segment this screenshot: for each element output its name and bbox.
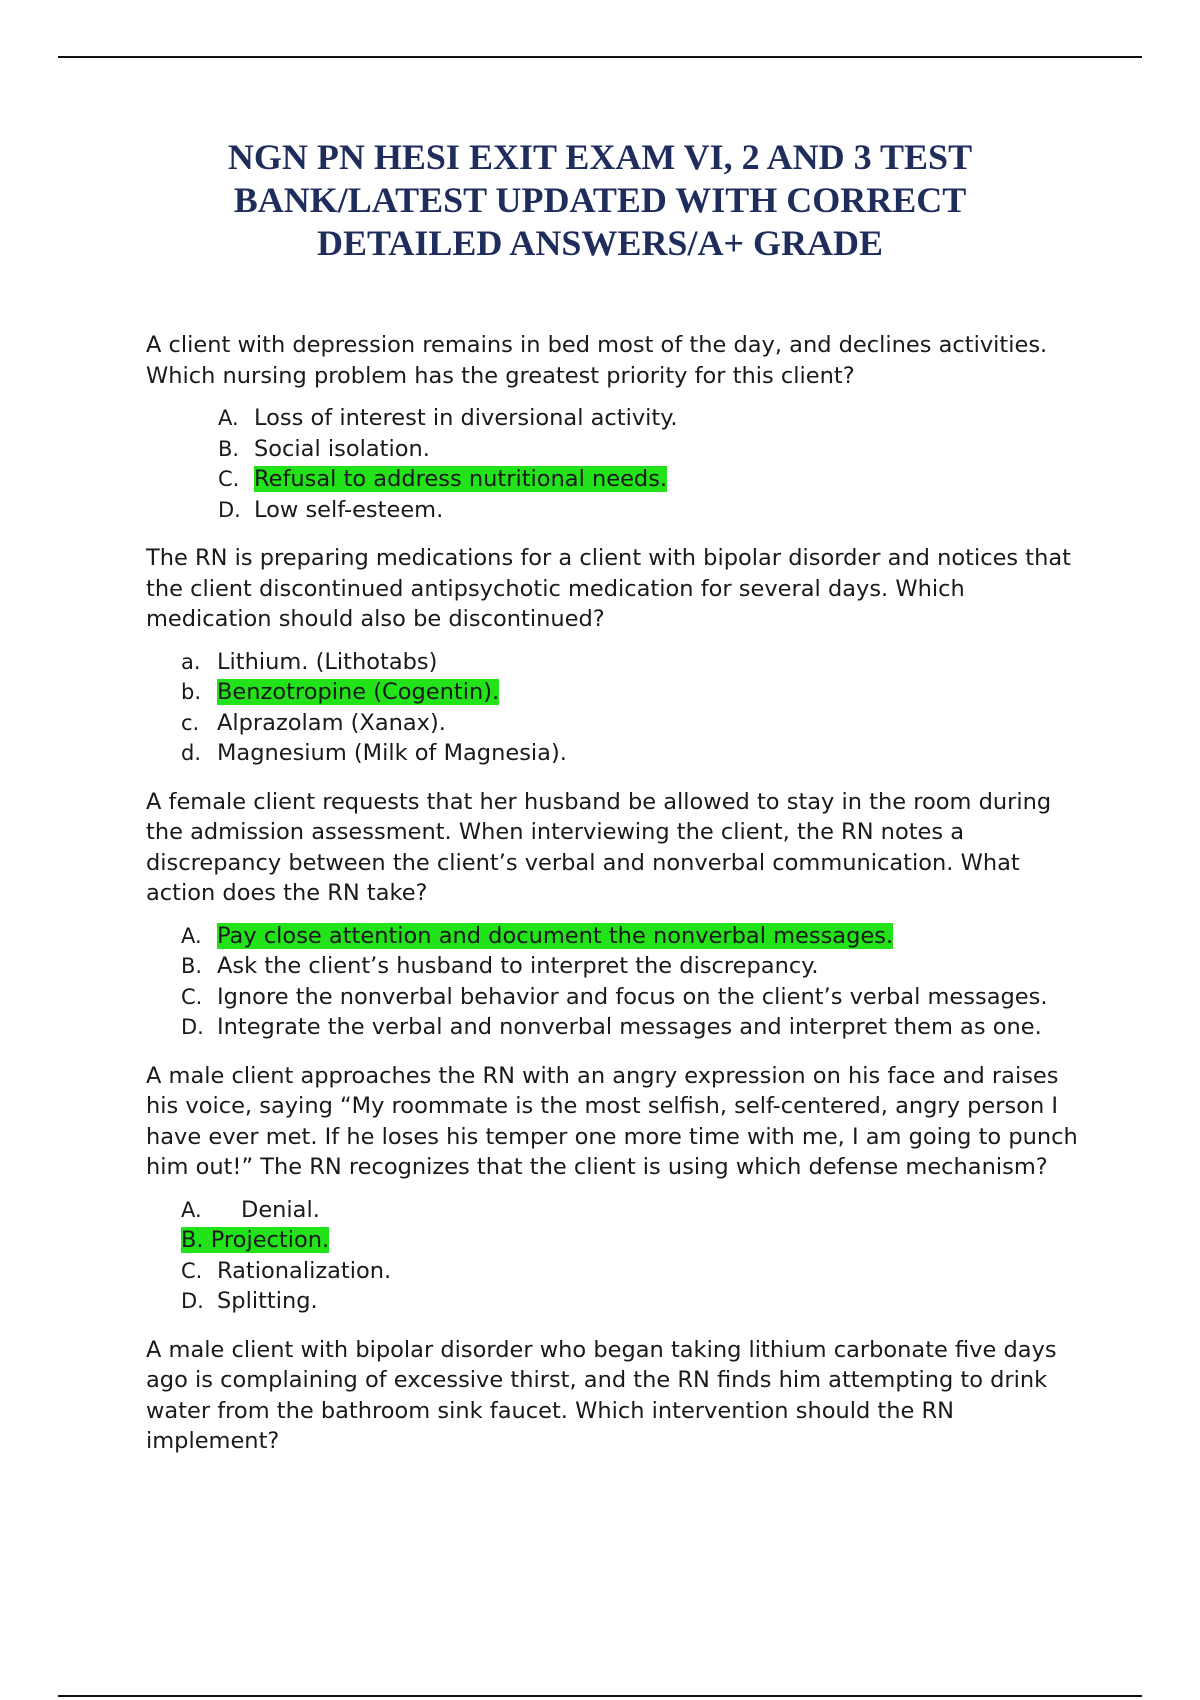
question-stem: A client with depression remains in bed most of the day, and declines activities. Which nursing problem has the greatest priority for this client? [146, 332, 1048, 389]
choice-letter: C. [181, 1258, 203, 1283]
answer-choice [181, 982, 1091, 1013]
question-stem: The RN is preparing medications for a client with bipolar disorder and notices that the client discontinued antipsychotic medication for several days. Which medication should also be discontinued? [146, 545, 1071, 632]
answer-choice-correct [181, 1225, 1091, 1256]
answer-choice [218, 403, 1091, 434]
question-stem: A male client approaches the RN with an angry expression on his face and raises his voice, saying “My roommate is the most selfish, self-centered, angry person I have ever met. If he loses his temper one more time with me, I am going to punch him out!” The RN recognizes that the client is using which defense mechanism? [146, 1062, 1078, 1180]
answer-choice [218, 434, 1091, 465]
answer-choice [181, 951, 1091, 982]
document-title [150, 136, 1050, 265]
choice-text-highlighted [181, 1227, 329, 1253]
answer-choice-correct [218, 464, 1091, 495]
choice-text-highlighted: Benzotropine (Cogentin). [217, 679, 500, 705]
choice-text: Ignore the nonverbal behavior and focus on the client’s verbal messages. [217, 983, 1048, 1010]
top-rule [58, 56, 1142, 58]
choice-text: Social isolation. [254, 435, 430, 462]
answer-choice-correct [181, 677, 1091, 708]
choice-letter: B. [181, 954, 203, 978]
choice-letter: d. [181, 741, 202, 765]
choice-letter: D. [181, 1015, 204, 1039]
question-4 [146, 1061, 1091, 1317]
answer-choice [181, 647, 1091, 678]
choice-text: Ask the client’s husband to interpret the discrepancy. [217, 953, 819, 979]
title-line: DETAILED ANSWERS/A+ GRADE [317, 223, 883, 263]
choice-text: Splitting. [217, 1288, 318, 1314]
answer-choice [181, 738, 1091, 769]
answer-choice [181, 1195, 1091, 1226]
choice-letter: C. [218, 467, 240, 491]
choice-text: Integrate the verbal and nonverbal messages and interpret them as one. [217, 1014, 1042, 1040]
question-stem: A female client requests that her husband be allowed to stay in the room during the admission assessment. When interviewing the client, the RN notes a discrepancy between the client’s verbal and nonverbal communication. What action does the RN take? [146, 788, 1052, 906]
title-line: NGN PN HESI EXIT EXAM VI, 2 AND 3 TEST [227, 137, 973, 177]
question-list [146, 330, 1091, 1471]
answer-choice [181, 1012, 1091, 1043]
choice-letter: B. [181, 1227, 204, 1253]
answer-choice [181, 1256, 1091, 1287]
choice-text: Lithium. (Lithotabs) [217, 648, 438, 675]
choice-letter: a. [181, 649, 201, 674]
answer-choices [218, 403, 1091, 525]
choice-text: Projection. [210, 1227, 330, 1253]
choice-text: Denial. [241, 1196, 320, 1223]
question-1 [146, 330, 1091, 525]
answer-choices [181, 1195, 1091, 1317]
choice-letter: A. [181, 923, 202, 948]
bottom-rule [58, 1695, 1142, 1697]
choice-letter: D. [218, 497, 241, 522]
answer-choice-correct [181, 921, 1091, 952]
choice-letter: B. [218, 436, 240, 461]
answer-choices [181, 921, 1091, 1043]
question-stem: A male client with bipolar disorder who began taking lithium carbonate five days ago is complaining of excessive thirst, and the RN finds him attempting to drink water from the bathroom sink faucet. Which intervention should the RN implement? [146, 1336, 1057, 1454]
choice-letter: c. [181, 710, 200, 735]
question-2 [146, 543, 1091, 769]
choice-text: Loss of interest in diversional activity. [254, 405, 678, 431]
answer-choice [181, 1286, 1091, 1317]
choice-text-highlighted: Refusal to address nutritional needs. [254, 466, 668, 492]
answer-choices [181, 647, 1091, 769]
choice-letter: C. [181, 984, 203, 1009]
question-5 [146, 1335, 1091, 1457]
choice-letter: A. [181, 1197, 202, 1222]
choice-text-highlighted: Pay close attention and document the nonverbal messages. [217, 922, 894, 949]
choice-text: Low self-esteem. [254, 496, 444, 523]
choice-text: Rationalization. [217, 1257, 392, 1284]
answer-choice [218, 495, 1091, 526]
choice-letter: A. [218, 406, 239, 430]
question-3 [146, 787, 1091, 1043]
title-line: BANK/LATEST UPDATED WITH CORRECT [233, 180, 967, 220]
choice-letter: b. [181, 680, 202, 704]
choice-letter: D. [181, 1289, 204, 1313]
choice-text: Alprazolam (Xanax). [217, 709, 446, 736]
answer-choice [181, 708, 1091, 739]
choice-text: Magnesium (Milk of Magnesia). [217, 740, 567, 766]
